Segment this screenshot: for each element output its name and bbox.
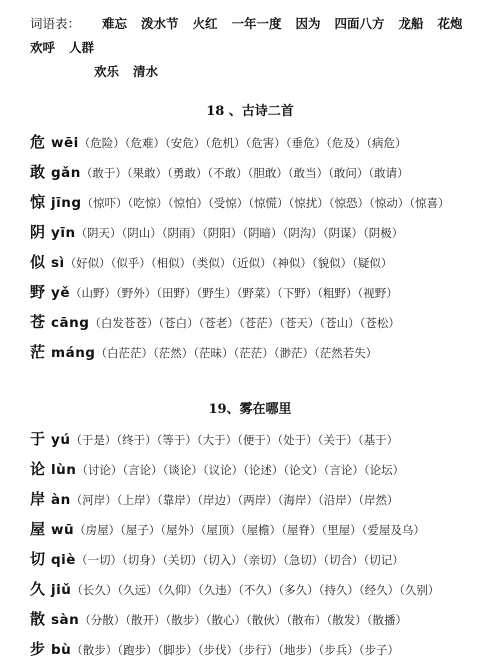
word-list: （长久）（久远）（久仰）（久违）（不久）（多久）（持久）（经久）（久别）: [71, 583, 440, 597]
character-row: [30, 157, 495, 187]
character-row: [30, 247, 495, 277]
pinyin: qiè: [51, 552, 76, 568]
character: 茫: [30, 343, 46, 361]
pinyin: lùn: [51, 462, 77, 478]
character: 屋: [30, 520, 46, 538]
section-title: 18 、古诗二首: [206, 104, 294, 119]
character-row: [30, 424, 495, 454]
character: 惊: [30, 193, 46, 211]
character-row: [30, 337, 495, 367]
word-list: （分散）（散开）（散步）（散心）（散伙）（散布）（散发）（散播）: [79, 613, 408, 627]
character-row: [30, 604, 495, 634]
character-row: [30, 187, 495, 217]
vocab-word: 难忘: [102, 16, 128, 31]
character-row: [30, 574, 495, 604]
word-list: （阴天）（阴山）（阴雨）（阴阳）（阴暗）（阴沟）（阴谋）（阴极）: [75, 226, 404, 240]
pinyin: yīn: [51, 225, 76, 241]
character-row: [30, 127, 495, 157]
vocab-word: 清水: [133, 64, 159, 79]
character-list: [30, 127, 495, 367]
character: 岸: [30, 490, 46, 508]
word-list: （白发苍苍）（苍白）（苍老）（苍茫）（苍天）（苍山）（苍松）: [89, 316, 400, 330]
pinyin: sàn: [51, 612, 80, 628]
character: 久: [30, 580, 46, 598]
vocab-word: 花炮: [437, 16, 463, 31]
word-list: （于是）（终于）（等于）（大于）（便于）（处于）（关于）（基于）: [70, 433, 399, 447]
pinyin: cāng: [51, 315, 90, 331]
pinyin: sì: [51, 255, 65, 271]
word-list: （讨论）（言论）（谈论）（议论）（论述）（论文）（言论）（论坛）: [76, 463, 405, 477]
character: 似: [30, 253, 46, 271]
pinyin: gǎn: [51, 165, 81, 181]
vocab-word: 一年一度: [231, 16, 282, 31]
pinyin: bù: [51, 642, 72, 658]
character-row: [30, 514, 495, 544]
character: 敢: [30, 163, 46, 181]
pinyin: àn: [51, 492, 71, 508]
character-row: [30, 544, 495, 574]
pinyin: wū: [51, 522, 75, 538]
character-row: [30, 484, 495, 514]
word-list: （一切）（切身）（关切）（切入）（亲切）（急切）（切合）（切记）: [75, 553, 404, 567]
word-list: （敢于）（果敢）（勇敢）（不敢）（胆敢）（敢当）（敢问）（敢请）: [80, 166, 409, 180]
pinyin: máng: [51, 345, 96, 361]
character: 危: [30, 133, 46, 151]
word-list: （惊吓）（吃惊）（惊怕）（受惊）（惊慌）（惊扰）（惊恐）（惊动）（惊喜）: [81, 196, 450, 210]
character: 论: [30, 460, 46, 478]
word-list: （山野）（野外）（田野）（野生）（野菜）（下野）（粗野）（视野）: [69, 286, 398, 300]
pinyin: yú: [51, 432, 71, 448]
character-row: [30, 217, 495, 247]
word-list: （河岸）（上岸）（靠岸）（岸边）（两岸）（海岸）（沿岸）（岸然）: [70, 493, 399, 507]
vocab-word: 因为: [295, 16, 321, 31]
character-row: [30, 454, 495, 484]
vocab-word: 泼水节: [141, 16, 179, 31]
vocabulary-label: 词语表：: [30, 16, 81, 31]
character-list: [30, 424, 495, 664]
vocabulary-line-2: [30, 60, 490, 84]
vocab-word: 火红: [192, 16, 218, 31]
vocab-word: 四面八方: [334, 16, 385, 31]
character: 切: [30, 550, 46, 568]
word-list: （房屋）（屋子）（屋外）（屋顶）（屋檐）（屋脊）（里屋）（爱屋及乌）: [74, 523, 425, 537]
vocab-word: 龙船: [398, 16, 424, 31]
word-list: （好似）（似乎）（相似）（类似）（近似）（神似）（貌似）（疑似）: [64, 256, 393, 270]
character-row: [30, 307, 495, 337]
character-row: [30, 634, 495, 664]
vocab-word: 欢乐: [94, 64, 120, 79]
word-list: （危险）（危难）（安危）（危机）（危害）（垂危）（危及）（病危）: [78, 136, 407, 150]
character: 于: [30, 430, 46, 448]
word-list: （散步）（跑步）（脚步）（步伐）（步行）（地步）（步兵）（步子）: [71, 643, 400, 657]
pinyin: jiǔ: [51, 582, 72, 598]
vocab-word: 欢呼: [30, 40, 56, 55]
character: 散: [30, 610, 46, 628]
pinyin: yě: [51, 285, 70, 301]
vocab-word: 人群: [69, 40, 95, 55]
character: 阴: [30, 223, 46, 241]
vocabulary-list: [30, 12, 490, 84]
word-list: （白茫茫）（茫然）（茫昧）（茫茫）（渺茫）（茫然若失）: [95, 346, 378, 360]
pinyin: wēi: [51, 135, 79, 151]
character: 野: [30, 283, 46, 301]
section-title: 19、雾在哪里: [208, 402, 292, 417]
character-row: [30, 277, 495, 307]
character: 步: [30, 640, 46, 658]
pinyin: jīng: [51, 195, 82, 211]
character: 苍: [30, 313, 46, 331]
